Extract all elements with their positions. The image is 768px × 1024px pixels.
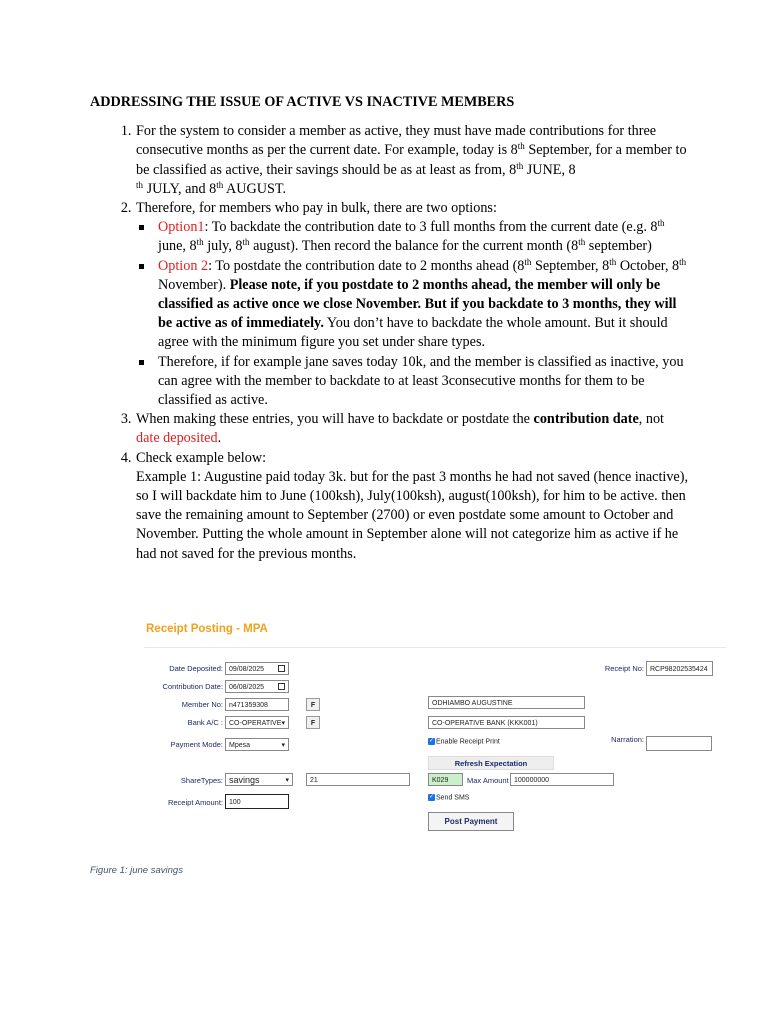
sup-th: th [216, 179, 224, 190]
document-body [90, 93, 690, 564]
item4-example: Example 1: Augustine paid today 3k. but for the past 3 months he had not saved (hence inactive), so I will backdate him to June (100ksh), July(100ksh), august(100ksh), for him to be active. then save the remaining amount to September (2700) or even postdate some amount to October and November. Putting the whole amount in September alone will not categorize him as active if he had not saved for the previous months. [136, 468, 688, 562]
item4-title: Check example below: [136, 449, 267, 466]
checkbox-checked-icon: ✓ [428, 738, 435, 744]
receipt-posting-title: Receipt Posting - MPA [146, 623, 268, 635]
receipt-amount-input[interactable]: 100 [225, 794, 289, 809]
receipt-no-field: RCP98202535424 [646, 661, 713, 676]
sup-th: th [578, 237, 586, 248]
item3-bold: contribution date [533, 411, 639, 428]
contribution-date-input[interactable] [225, 680, 289, 693]
share-count-input[interactable]: 21 [306, 773, 410, 786]
bank-ac-value: CO-OPERATIVE [229, 720, 282, 727]
date-deposited-label: Date Deposited: [169, 664, 223, 673]
sup-th: th [516, 160, 524, 171]
item2-text: Therefore, for members who pay in bulk, there are two options: [136, 200, 497, 217]
calendar-icon[interactable] [278, 683, 285, 690]
options-list [136, 218, 690, 410]
option-2-item [158, 257, 690, 353]
bank-find-button[interactable]: F [306, 716, 320, 729]
opt1-text-b: june, 8 [158, 238, 197, 255]
opt1-text-e: september) [585, 238, 652, 255]
member-no-label: Member No: [181, 700, 223, 709]
payment-mode-label: Payment Mode: [170, 740, 223, 749]
option-1-item [158, 218, 690, 256]
sup-th: th [242, 237, 250, 248]
contribution-date-label: Contribution Date: [162, 682, 223, 691]
member-name-field: ODHIAMBO AUGUSTINE [428, 696, 585, 709]
max-amount-label: Max Amount [467, 776, 509, 785]
document-heading: ADDRESSING THE ISSUE OF ACTIVE VS INACTIVE MEMBERS [90, 94, 515, 110]
sup-th: th [196, 237, 204, 248]
share-types-value: savings [229, 775, 260, 785]
bank-name-field: CO-OPERATIVE BANK (KKK001) [428, 716, 585, 729]
member-find-button[interactable]: F [306, 698, 320, 711]
bank-ac-select[interactable] [225, 716, 289, 729]
narration-label: Narration: [611, 735, 644, 744]
opt1-text-c: july, 8 [203, 238, 243, 255]
sup-th: th [136, 179, 144, 190]
opt3-text: Therefore, if for example jane saves today 10k, and the member is classified as inactive, you can agree with the member to backdate to at least 3consecutive months for them to be classified as active. [158, 353, 684, 409]
enable-receipt-print-label: Enable Receipt Print [436, 738, 500, 746]
opt2-text-d: November). [158, 276, 230, 293]
opt2-text-b: September, 8 [531, 257, 610, 274]
item1-text-b: September, for a member to be classified as active, their savings should be as at least as from, 8 [136, 142, 687, 178]
narration-input[interactable] [646, 736, 712, 751]
share-types-label: ShareTypes: [180, 776, 223, 785]
sup-th: th [609, 256, 617, 267]
instruction-list [90, 122, 690, 564]
list-item-1 [135, 122, 690, 199]
item3-text-c: . [217, 430, 222, 447]
list-item-3 [135, 410, 690, 448]
date-deposited-value: 09/08/2025 [229, 666, 265, 673]
option-1-label: Option1 [158, 219, 205, 236]
item1-text-a: For the system to consider a member as active, they must have made contributions for three consecutive months as per the current date. For example, today is 8 [136, 123, 657, 159]
option-2-label: Option 2 [158, 257, 209, 274]
member-no-input[interactable]: n471359308 [225, 698, 289, 711]
opt2-text-c: October, 8 [616, 257, 680, 274]
max-amount-field: 100000000 [510, 773, 614, 786]
calendar-icon[interactable] [278, 665, 285, 672]
send-sms-checkbox[interactable] [428, 794, 469, 801]
figure-caption: Figure 1: june savings [90, 865, 183, 876]
post-payment-button[interactable]: Post Payment [428, 812, 514, 831]
sup-th: th [679, 256, 687, 267]
opt1-text-d: august). Then record the balance for the current month (8 [249, 238, 579, 255]
chevron-down-icon: ▾ [281, 742, 285, 749]
bank-ac-label: Bank A/C : [187, 718, 223, 727]
opt1-text-a: : To backdate the contribution date to 3 full months from the current date (e.g. 8 [204, 219, 658, 236]
opt2-text-rest: You don’t have to backdate the whole amount. But it should agree with the minimum figure you set under share types. [158, 315, 668, 351]
share-code-field: K029 [428, 773, 463, 786]
receipt-posting-screenshot [140, 614, 730, 844]
chevron-down-icon: ▾ [281, 720, 285, 727]
title-divider [144, 647, 726, 648]
send-sms-label: Send SMS [436, 794, 470, 802]
sup-th: th [524, 256, 532, 267]
share-types-select[interactable] [225, 773, 293, 786]
item3-text-a: When making these entries, you will have to backdate or postdate the [136, 411, 534, 428]
item3-text-b: , not [638, 411, 664, 428]
sup-th: th [657, 218, 665, 229]
list-item-4 [135, 449, 690, 564]
item3-red: date deposited [136, 430, 218, 447]
payment-mode-select[interactable] [225, 738, 289, 751]
contribution-date-value: 06/08/2025 [229, 684, 265, 691]
item1-text-e: AUGUST. [223, 180, 287, 197]
refresh-expectation-button[interactable]: Refresh Expectation [428, 756, 554, 770]
opt2-text-a: : To postdate the contribution date to 2 months ahead (8 [208, 257, 525, 274]
option-3-item [158, 353, 690, 411]
item1-text-c: JUNE, 8 [523, 161, 576, 178]
receipt-amount-label: Receipt Amount: [167, 798, 223, 807]
chevron-down-icon: ▾ [285, 777, 289, 784]
date-deposited-input[interactable] [225, 662, 289, 675]
list-item-2 [135, 199, 690, 410]
receipt-no-label: Receipt No: [604, 664, 644, 673]
sup-th: th [517, 141, 525, 152]
enable-receipt-print-checkbox[interactable] [428, 738, 500, 745]
payment-mode-value: Mpesa [229, 742, 251, 749]
opt2-bold-note: Please note, if you postdate to 2 months ahead, the member will only be classified as active once we close November. But if you backdate to 3 months, they will be active as of immediately. [158, 276, 677, 332]
checkbox-checked-icon: ✓ [428, 794, 435, 800]
item1-text-d: JULY, and 8 [143, 180, 217, 197]
